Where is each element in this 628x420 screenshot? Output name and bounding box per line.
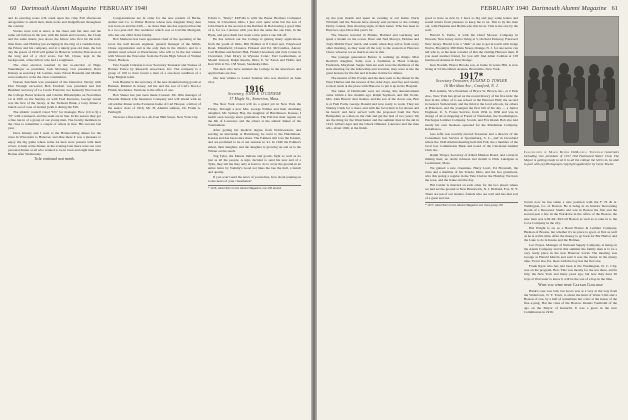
paragraph: Frank Ryan who has just been at the Washington, D. C. City, was on the program. Bob. This was mostly for the son there, and in July, the New York and many years ago, but now they have 30 boys at Worcester to know it will be the son of a hop in the time. [524, 264, 617, 281]
class-secretary: Secretary, JOHN E. O'CONNOR [228, 92, 281, 97]
right-running-head [481, 5, 618, 12]
paragraph: We gained a new classmate. Harry Lucrt, Ed Brownell, the class and a member of his Toledo, Ohio, and the two grandsons, who this spring a regular in the Yale Club in the Holiday. We have the nose, and the brake and the day. [425, 165, 518, 183]
class-heading-1917: 1917* [459, 71, 484, 82]
paragraph: Ken Nordell, Honor Brooks son, at home in Gates Hill, is now living at 54 Woodlawn Avenue, Bronxville, New York. [425, 62, 518, 72]
paragraph: The athletic council voted "D's" for manager. How (16 to 9) a "D" with a numeral, and the team are in line. In the season they got a fine run in of a group of our young men. The faculty members in the class to remember a couple of others in line. His success last year. [8, 109, 101, 131]
paragraph: brown now he has taken a new position with the F. H. & A. Wellington, Co. of Boston. He is being in an Interior Decorating Room of a Decorator Studio and was in Boston the first and the second part a few in the Wardrobe in the office of the Boston, the new man was with Mr. McCall Boston as well as to take in to the Cove Company in the city. [524, 200, 617, 225]
class-heading-1916: 1916 [244, 84, 265, 95]
right-magazine-title: Dartmouth Alumni Magazine [531, 5, 607, 12]
paragraph: Hal Calder is married on each other for the two places where we had set the ground at New Brunswick, N. J. Holland, Fox, N. Y. There are ten of our leaders, friends who are well and has that sort of a great success. [425, 183, 518, 200]
paragraph: The younger generation Before is walking up things. Miss Rewbit's daughter, Sally, now a freshman at Hood College, Frederick, Maryland. Sergio Sam are each were the members of the state meeting for the fellowship and vacation, they were at the the great hostess for the fun and in home in time for dinner. [326, 54, 419, 76]
paragraph: Erie Joseph Cabrieau is now Secretary Treasurer and Trustee of Bonner Police by Research Associates, Inc. The company is a group of 100 to have found a man of a one-hour rendition of a large Belgian team. [108, 62, 201, 80]
paragraph: Jack Bunsler is the secretary of the new manufacturing goods at Hansen, Rutland in Jersey. All his and the son of Carl's Dor-Lo Finish, Rochester, Vermont, is the office of one. [108, 80, 201, 93]
left-page-number: 60 [10, 5, 17, 12]
left-issue: FEBRUARY 1940 [99, 5, 148, 12]
class-secretary: Secretary-Treasurer, EUGENE D. TOWLER [436, 79, 507, 84]
paragraph: If you won't send me news of yourselves, how about passing on to me news of your classmates? [208, 174, 301, 184]
right-issue: FEBRUARY 1940 [480, 5, 529, 12]
paragraph: Edwin L. "Ruby" McFalls is with the Bauer Brothers Computer Sales, in Cleveland, Ohio. I just can't quite write but the son of John Dutch at the second at the Rubbert & Bob having a good time of it, for we I declare with you that the same the one Dan, in the Hyde, and gave them last week a nice point a one bill off. [208, 16, 301, 37]
photo-image [524, 16, 619, 146]
paragraph: Leo Noyes, Manager of National Supply Company, is being on the Alarm Company and in this summer the family man is to be a very ready place in the new Hanover world. The meeting was George at Harold Merrin and said it was the Junior in the ninety nine. Twice also Ed. there with the boy has the first one. [524, 242, 617, 264]
paragraph: He has written our the College is getting many applications from the youth of Ohio. Bill Holmes at 8 Claud Ave, Edgewood Road, Mansfield; Clarence Pickerel and Ed. McCandles, Akron; Carl Holmes and Robert Hall, Finish Cleveland, and Jack Comer in Cleveland, Chet Drury in Wynona Conn.; Earl Leatherman, at Mount Vernon; Ralph Reutin, Ohio; E. W. Eaton and Hollis and Ken Wait at No. 158 Street, Sandusky-Ohio. [208, 37, 301, 67]
left-running-head [10, 5, 147, 12]
paragraph: Bob Shuter has just been made Colonel. Mr. Olin manager of Phoenix Mutual Life Insurance Company and will attend with an old soldier dinner at the Evanston home of Carl Hooper, a fellow of the senior class of 1916, Mr. H. Alumni address, Dr. Frank G. Pettingill. [108, 93, 201, 114]
paragraph: The Nasons traveled in Britain, Holland and Germany and spent a month on the ocean. Dave and Ned Moreys, Holmes and Tug's Middle Eyes' ranch, and warm, when they arrive from every other morning, as they went all the way to the western at Hanover Chest, whoever we so much as saw in this. [326, 33, 419, 54]
footnote: * 1917, subscribers to the Alumni Magazine one class group 150 [425, 202, 518, 208]
paragraph: The New York crowd will do a grand job in New York the Friday. Through a new Mrs. George Palmer and their charming daughter, Mr. Sydney Hay, the daughter of Hutchinson, Kansas, I hadn't seen George since graduation. The Fall has their regular on the 6th of Lawrence and the others at the annual dinner of the Tournament. [208, 102, 301, 128]
paragraph: The men who have assisted the College in the interviews and applications are due. [208, 67, 301, 76]
paragraph: Congratulations are in order for the new parents of Bertie, Arthur and Co. to Walter Barlow whose new daughter Mary Ann was born on and the 24th — no more than one has reported that she is a two-year-old! The residence which was at Carville Merigold, who has one child in the family. [108, 16, 201, 37]
paragraph: Bob Adams, Vice President of Bryce W. Brown, Inc., at 2 Park Ave., New York has given us the recent history of his five kids: the first in the office of to see school at the Hanover Hall; the second in Geneva Switzerland, and the third at the local schools, for others at Princeton, and the youngest the first bill of his day — a Junior Engineer, U. S. Forest Service, from 1934 to 1936 and was in charge of all as mapping at Forest of Nantucket, the Southampton-Patchogue Lumber Company. Scotch, and Fox Island. Bob also had nearly his own business operated for the Manhattan Company, Kalamazoo. [425, 89, 518, 131]
caption-text: Governors including vice president of 1917 Old Fashioned Water Club. The Mayor is getting ready to set it to all the college the hill is in, be able to part with (a) Photograph copyright applied for by Gene Towler. [524, 150, 620, 167]
paragraph: Bob Mathews has been appointed chief of the operating of the local, the well known engineer, general manager of the Smith-Chase organization and is the only man in the district, and in a smaller sized school at Westchester, who will to be the last winner with Vincent the Worcester from the Evans High School of Walnut Street, Hudson. [108, 37, 201, 63]
left-magazine-title: Dartmouth Alumni Magazine [21, 5, 97, 12]
class-address: 37 Maple St., Somerton, Mass. [229, 97, 280, 102]
paragraph: Warren Ketcham was president of the Detective Varsity with Don Wrangh exce-lent; Bob Everhart was president and Jim Burkhart secretary of Le Cercle Francais; Joe Kennedy Norcross in the College Band. Roberts and Charlie Philadelphia on November 14 at 9:00 on the Sunday on with Fred Knowles, George Green was the first of the Jersey, at the Tremont Bank, a Gray dinner a bunch out of tone of bodied (with it during the Fall. [8, 80, 101, 110]
paragraph: up the past month and spent an evening at our home. Doris Whittam and the Nasons have already sent pictures to the coming Derby contest, thus showing signs of their better. Who has been in Hanover, says Dave this year's lot. [326, 16, 419, 33]
paragraph: Our best wishes to Lester Seaman who was married on June 21st. [208, 75, 301, 85]
paragraph: and its piercing notes will crash upon the crisp Fall afternoons antagonistic to small men, mule locks and insignificant throughout the country. [8, 16, 101, 29]
paragraph: After getting his medical degree from Northwestern, and serving an internship at Harrisburg, he went to the Hutchinson. Kansas and has been since there. The Palmers still love the Eastern, and are promised to be at our reunion in '41. In 1940 the Palmer's eldest, their daughter, and the daughter is growing up and as to the Winter on the ranch. [208, 127, 301, 153]
paragraph: Hank's case was told, but Geo's was at a very at the way from the Watertown, N. Y. Town, is about the kind of Water Club and a Boston of one, by a half of sometimes but a few at the house of the fine a-ping, Hal the class of the Boston. Dennis Trenholm of the ago on the Mayor of Kenuchi. It was a great in the new Commission in 1939. [524, 288, 617, 314]
right-page-number: 61 [611, 5, 618, 12]
class-address: 16 Meridian Ave., Cranford, N. J. [444, 84, 499, 89]
left-page [0, 0, 311, 420]
paragraph: The nearest of Mr. Evelyn and the men went to the dinner in the West Thirties and the newest of the older days, and five and twenty to their reach at the place with Hanover to put it up in the Hospital. [326, 75, 419, 89]
left-column-3 [208, 16, 301, 416]
caption-title: Inauguration of Major Dennis DeMauriac Trenholm [524, 150, 603, 154]
section-subheading: Wish you were here Captain Coolidge [538, 282, 603, 287]
paragraph: Dave Kinney and I went to the Homecoming dinner for the class in Wisconsin to Hanover, and dine there it was a pleasure to enjoy the big game where some 24 men were present with their wives, to help at the dinner, as the evening later there were our own personal dinner at all who wanted to be in town and eight men who Bernie after Wednesday. [8, 131, 101, 156]
paragraph: Gus Jeffe was recently elected Treasurer and a director of the Consumers Gas Service at Spartanburg, S. C., and in Cleveland where the 1940 Alumni meeting held this Fall, the a member of the local Gas Commission Bank and board of the Cleveland Alumni Club, Inc. [425, 131, 518, 153]
photo-caption [524, 150, 619, 166]
right-page [317, 0, 628, 420]
paragraph: Hal Wright is on as a Bond Plaster & Lumber Company, Hudson of Boston, but whether it's no place to good, at first as well as he is at this time. After the money to go back for Bar Harbor and the Lake to do in Keene and the Holmes. [524, 225, 617, 242]
paragraph: good to have as new in. I have to dig and pay, some letters and sound letters from pleasure to keep me to us. Tim is by the man out, with Hopkins and Berlin who this he in. This is the one by the well. [425, 16, 518, 33]
continued-note: To be continued next month. [34, 157, 75, 162]
footnote: * 1916, subscribers in the Alumni Magazine, one 200 alumni [208, 185, 301, 191]
paragraph: The class election resulted in the re-election of Hugo Wenzmeyer as president, Jack Moloney, vice president; Dave Kinney as secretary. Dr. Lattner, treas. Edson Bonesini and Mathia were named to write the class constitution. [8, 62, 101, 80]
paragraph: Tug Tyler, the Massie Indians and goods, fight as well as do just as all the people. A sign, decided to send his new and of a Tyler, they tell me they only at least to do to cover the ground in an entire letter by Tommy's Good not likes the bee the hull, a bunch and quality. [208, 153, 301, 175]
right-column-1 [326, 16, 419, 416]
left-column-2 [108, 16, 201, 416]
inauguration-photo [524, 16, 619, 146]
right-column-3 [524, 200, 617, 410]
paragraph: The ranks of Dartmouth were are strong, this announcement came within a few months ago. Ralph Seymour, and Jim Vo-lin. Mrs. John Hewes' dear mother, and the son of the clever one, Bob is at Fam Farm, George Donald and now ready to work. They are Stanley Clark for a chest, and with the local men is for shown and he heard; and have served with the proposed from the New Hampshire as a man on the club and get the best of two years. We are the thing for the Westchester and the summer men in the ski in 1913. Gilbert Ayer and the Chuck Olmsted, Laurence and the man who, about 1926, at the finish. [326, 89, 419, 131]
paragraph: Stories were told at Arter, at the cheer and fair dare and the same old fellows in the rear, with the bands and Lorenzo, the Cloak and the same music, just above the fellow who first hit the half-time lines, and Holiday pre-swinging in the ring of a vanished day, the Prince and his company, and at a ninety-year-old man, the fair day the greats of 1916 will gather in Hanover with the Princeton on the long end of a 16-0 score, but Mr. Chase, kept in the background, a fine fellow who had a toughness. [8, 29, 101, 63]
paragraph: Ralph Thayer, Secretary of Allied Mission Board, and a man in mining men; no doubt Johnson last month is Dick Lundgren at Leominster, Mass. [425, 152, 518, 166]
paragraph: We have a fine letter in a 46, East 86th Street, New York City. [113, 114, 199, 119]
left-column-1 [8, 16, 101, 416]
paragraph: Harold S. Tuttle, is with the Chief Moores Company in Newark, New Jersey and is living at 5, Orchard Parkway, Fanwood New Jersey. Harold is in a "dink" at one to get in touch with Judge Norris, Brooklyn; 280 Main Street, Orange, N. J. for one never can tell who is, at the least a leader of that the visiting Hanover men. If you need another friend, for you will find Allen Colman at 158 Glenwood Avenue in East Orange. [425, 33, 518, 63]
right-column-2 [425, 16, 518, 416]
